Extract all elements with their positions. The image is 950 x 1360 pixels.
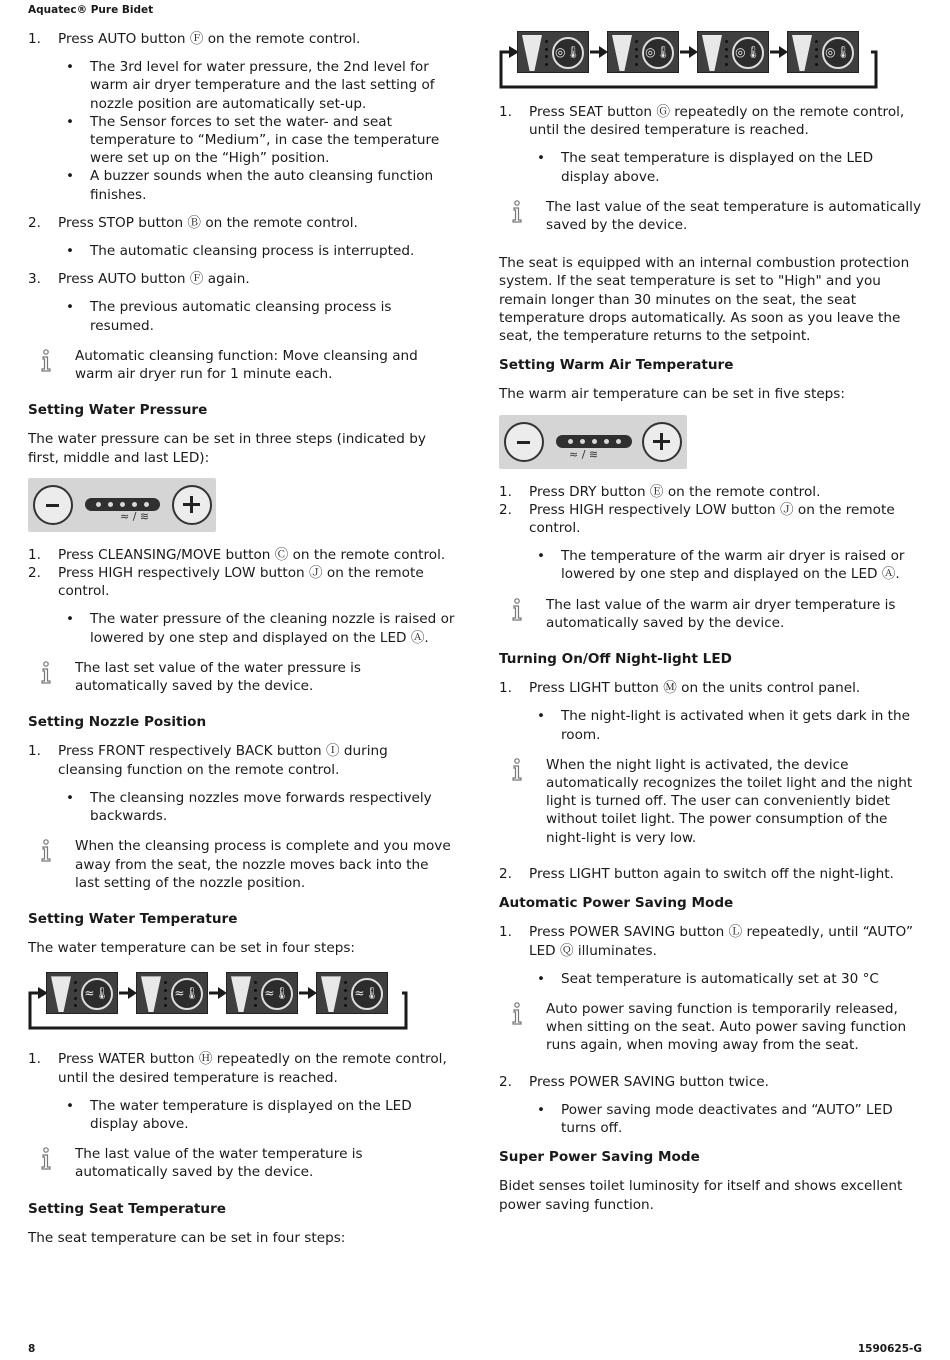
arrow-right-icon [299, 987, 317, 999]
arrow-right-icon [119, 987, 137, 999]
step-text: Press POWER SAVING button twice. [529, 1073, 769, 1090]
step-item: 2. Press HIGH respectively LOW button Ⓙ on the remote control. [28, 565, 424, 600]
paragraph: Bidet senses toilet luminosity for itself and shows excellent power saving function. [499, 1178, 903, 1213]
arrow-right-icon [770, 46, 788, 58]
water-thermometer-icon: ≈🌡 [261, 978, 293, 1010]
arrow-right-icon [680, 46, 698, 58]
bullet-list [58, 58, 456, 204]
section-heading-power-saving: Automatic Power Saving Mode [499, 895, 734, 912]
seat-temperature-sequence [499, 31, 879, 91]
paragraph: The seat is equipped with an internal combustion protection system. If the seat temperature is set to "High" and you remain longer than 30 minutes on the seat, the seat temperature drops automatically. As soon as you leave the seat, the temperature returns to the setpoint. [499, 255, 910, 345]
bullet-item: • Power saving mode deactivates and “AUTO” LED turns off. [529, 1101, 925, 1137]
note-text: The last set value of the water pressure is automatically saved by the device. [75, 659, 361, 695]
step-item: 1. Press AUTO button Ⓕ on the remote control. [28, 31, 361, 47]
page-header: Aquatec® Pure Bidet [28, 4, 154, 16]
bullet-item: • The temperature of the warm air dryer is raised or lowered by one step and displayed on the LED Ⓐ. [529, 547, 925, 583]
water-temp-level-2 [136, 972, 208, 1014]
step-item: 2. Press HIGH respectively LOW button Ⓙ on the remote control. [499, 501, 895, 537]
step-item: 1. Press LIGHT button Ⓜ on the units control panel. [499, 680, 861, 697]
paragraph: The warm air temperature can be set in five steps: [499, 386, 845, 403]
note-text: The last value of the water temperature is automatically saved by the device. [75, 1146, 363, 1181]
step-text: Press WATER button Ⓗ repeatedly on the remote control, until the desired temperature is reached. [58, 1051, 447, 1086]
bullet-item: • The water temperature is displayed on the LED display above. [58, 1097, 456, 1133]
info-icon [509, 758, 525, 782]
water-thermometer-icon: ≈🌡 [171, 978, 203, 1010]
bullet-list [58, 610, 456, 646]
seat-temp-level-3 [697, 31, 769, 73]
step-item: 2. Press LIGHT button again to switch off the night-light. [499, 865, 894, 882]
info-note [28, 837, 456, 892]
bullet-item: • The water pressure of the cleaning nozzle is raised or lowered by one step and displayed on the LED Ⓐ. [58, 610, 456, 646]
water-temp-level-4 [316, 972, 388, 1014]
info-note [499, 756, 925, 847]
info-note [28, 347, 456, 383]
section-heading-night-light: Turning On/Off Night-light LED [499, 651, 732, 668]
info-icon [509, 1002, 525, 1026]
step-item: 1. Press CLEANSING/MOVE button Ⓒ on the remote control. [28, 546, 446, 563]
bullet-item: • The night-light is activated when it gets dark in the room. [529, 707, 925, 743]
section-heading-water-pressure: Setting Water Pressure [28, 402, 208, 419]
bullet-item: • The automatic cleansing process is interrupted. [58, 242, 456, 260]
info-note [499, 198, 925, 234]
step-item: 1. Press SEAT button Ⓖ repeatedly on the remote control, until the desired temperature is reached. [499, 104, 905, 139]
arrow-right-icon [590, 46, 608, 58]
info-icon [38, 839, 54, 863]
section-heading-warm-air: Setting Warm Air Temperature [499, 357, 734, 374]
bullet-list [58, 1097, 456, 1133]
note-text: Auto power saving function is temporarily released, when sitting on the seat. Auto power saving function runs again, when moving away from the seat. [546, 1000, 907, 1054]
water-temp-level-3 [226, 972, 298, 1014]
bullet-list [58, 242, 456, 260]
step-item: 1. Press WATER button Ⓗ repeatedly on the remote control, until the desired temperature is reached. [28, 1051, 447, 1086]
step-text: Press STOP button Ⓑ on the remote control. [58, 214, 358, 231]
step-text: Press LIGHT button again to switch off the night-light. [529, 865, 894, 882]
step-text: Press SEAT button Ⓖ repeatedly on the remote control, until the desired temperature is reached. [529, 104, 905, 139]
note-text: When the cleansing process is complete and you move away from the seat, the nozzle moves back into the last setting of the nozzle position. [75, 838, 451, 891]
bullet-item: • The previous automatic cleansing process is resumed. [58, 298, 456, 334]
water-spray-icon: ≈ / ≋ [120, 509, 150, 523]
bullet-list [529, 707, 925, 743]
bullet-list [529, 970, 925, 988]
left-column [28, 30, 456, 1247]
step-text: Press HIGH respectively LOW button Ⓙ on the remote control. [58, 565, 424, 600]
bullet-list [529, 547, 925, 583]
bullet-list [58, 789, 456, 825]
page-number: 8 [28, 1343, 36, 1355]
water-temp-level-1 [46, 972, 118, 1014]
step-text: Press AUTO button Ⓕ again. [58, 271, 250, 288]
step-text: Press AUTO button Ⓕ on the remote control. [58, 31, 361, 47]
step-item: 1. Press DRY button Ⓔ on the remote control. [499, 483, 821, 500]
bullet-item: • Seat temperature is automatically set at 30 °C [529, 970, 925, 988]
note-text: When the night light is activated, the device automatically recognizes the toilet light and the night light is turned off. The user can conveniently bidet without toilet light. The power consumption of the night-light is very low. [546, 756, 913, 846]
bullet-item: • The Sensor forces to set the water- and seat temperature to “Medium”, in case the temperature were set up on the “High” position. [58, 113, 456, 168]
section-heading-super-power-saving: Super Power Saving Mode [499, 1149, 700, 1166]
seat-temp-level-1 [517, 31, 589, 73]
paragraph: The water pressure can be set in three steps (indicated by first, middle and last LED): [28, 431, 426, 466]
step-item: 3. Press AUTO button Ⓕ again. [28, 271, 250, 288]
step-text: Press POWER SAVING button Ⓛ repeatedly, until “AUTO” LED Ⓠ illuminates. [529, 924, 914, 959]
paragraph: The water temperature can be set in four steps: [28, 940, 355, 957]
step-text: Press LIGHT button Ⓜ on the units control panel. [529, 680, 861, 697]
bullet-list [529, 149, 925, 185]
seat-thermometer-icon: ◎🌡 [822, 37, 854, 69]
bullet-item: • The 3rd level for water pressure, the 2nd level for warm air dryer temperature and the last setting of nozzle position are automatically set-up. [58, 58, 456, 113]
info-icon [38, 1147, 54, 1171]
section-heading-water-temperature: Setting Water Temperature [28, 910, 238, 927]
water-temperature-sequence [28, 972, 408, 1042]
step-item: 2. Press POWER SAVING button twice. [499, 1073, 769, 1090]
section-heading-seat-temperature: Setting Seat Temperature [28, 1200, 226, 1217]
minus-button-icon [33, 485, 73, 525]
document-id: 1590625-G [857, 1343, 922, 1355]
water-thermometer-icon: ≈🌡 [351, 978, 383, 1010]
note-text: The last value of the seat temperature is automatically saved by the device. [546, 198, 921, 234]
seat-thermometer-icon: ◎🌡 [732, 37, 764, 69]
step-text: Press DRY button Ⓔ on the remote control. [529, 483, 821, 500]
right-column [499, 31, 925, 1214]
seat-thermometer-icon: ◎🌡 [642, 37, 674, 69]
warm-air-icon: ≈ / ≋ [569, 447, 599, 461]
step-item: 2. Press STOP button Ⓑ on the remote control. [28, 214, 358, 231]
section-heading-nozzle-position: Setting Nozzle Position [28, 714, 207, 731]
note-text: Automatic cleansing function: Move cleansing and warm air dryer run for 1 minute each. [75, 347, 418, 383]
step-item: 1. Press FRONT respectively BACK button Ⓘ during cleansing function on the remote control. [28, 743, 388, 778]
bullet-item: • The seat temperature is displayed on the LED display above. [529, 149, 925, 185]
seat-thermometer-icon: ◎🌡 [552, 37, 584, 69]
plus-button-icon [642, 422, 682, 462]
paragraph: The seat temperature can be set in four steps: [28, 1229, 346, 1246]
bullet-item: • A buzzer sounds when the auto cleansing function finishes. [58, 167, 456, 203]
step-text: Press CLEANSING/MOVE button Ⓒ on the remote control. [58, 546, 446, 563]
step-text: Press FRONT respectively BACK button Ⓘ during cleansing function on the remote control. [58, 743, 388, 778]
info-icon [38, 661, 54, 685]
info-note [28, 1145, 456, 1181]
bullet-list [58, 298, 456, 334]
arrow-right-icon [209, 987, 227, 999]
step-text: Press HIGH respectively LOW button Ⓙ on the remote control. [529, 501, 895, 537]
note-text: The last value of the warm air dryer temperature is automatically saved by the device. [546, 596, 896, 631]
warm-air-panel [499, 415, 687, 469]
bullet-item: • The cleansing nozzles move forwards respectively backwards. [58, 789, 456, 825]
info-note [28, 659, 456, 695]
bullet-list [529, 1101, 925, 1137]
plus-button-icon [172, 485, 212, 525]
seat-temp-level-4 [787, 31, 859, 73]
info-icon [509, 598, 525, 622]
info-note [499, 1000, 925, 1055]
minus-button-icon [504, 422, 544, 462]
water-thermometer-icon: ≈🌡 [81, 978, 113, 1010]
water-pressure-panel [28, 478, 216, 532]
info-icon [509, 200, 525, 224]
seat-temp-level-2 [607, 31, 679, 73]
info-note [499, 596, 925, 632]
step-item: 1. Press POWER SAVING button Ⓛ repeatedly, until “AUTO” LED Ⓠ illuminates. [499, 924, 914, 959]
info-icon [38, 349, 54, 373]
